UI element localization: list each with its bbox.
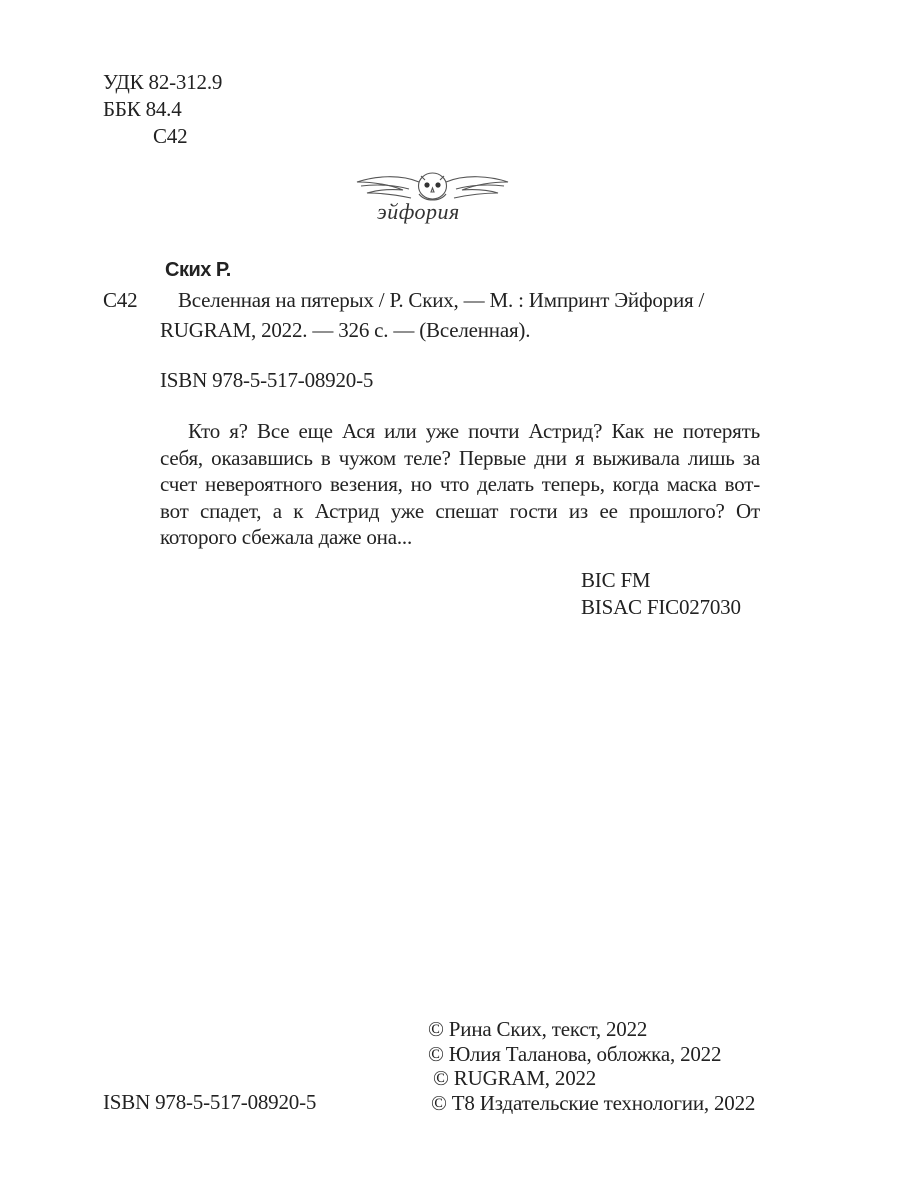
annotation-text: Кто я? Все еще Ася или уже почти Астрид? Как не потерять себя, оказавшись в чужом теле? Первые дни я выживала лишь за счет невероятного везения, но что делать теперь, когда маска вот-вот спадет, а к Астрид уже спешат гости из ее прошлого? От которого сбежала даже она... <box>160 419 760 549</box>
publisher-logo-text: эйфория <box>377 199 460 224</box>
copyright-block <box>428 1017 755 1115</box>
bic-code: BIC FM <box>581 568 651 592</box>
author-mark: С42 <box>153 124 188 148</box>
footer-isbn: ISBN 978-5-517-08920-5 <box>103 1090 317 1114</box>
copyright-line: © Юлия Таланова, обложка, 2022 <box>428 1041 722 1066</box>
copyright-line: © Рина Ских, текст, 2022 <box>428 1017 648 1041</box>
bbk-code: ББК 84.4 <box>103 97 182 121</box>
bibliographic-line-2: RUGRAM, 2022. — 326 с. — (Вселенная). <box>160 318 531 342</box>
isbn: ISBN 978-5-517-08920-5 <box>160 368 374 392</box>
author-heading: Ских Р. <box>165 259 231 281</box>
copyright-line: © RUGRAM, 2022 <box>433 1066 597 1090</box>
bibliographic-line-1: Вселенная на пятерых / Р. Ских, — М. : Импринт Эйфория / <box>178 288 705 312</box>
udk-code: УДК 82-312.9 <box>103 70 223 94</box>
annotation <box>160 418 760 551</box>
catalog-code: С42 <box>103 288 138 312</box>
classification-block <box>103 70 222 151</box>
copyright-line: © Т8 Издательские технологии, 2022 <box>431 1090 756 1115</box>
bisac-code: BISAC FIC027030 <box>581 595 741 619</box>
